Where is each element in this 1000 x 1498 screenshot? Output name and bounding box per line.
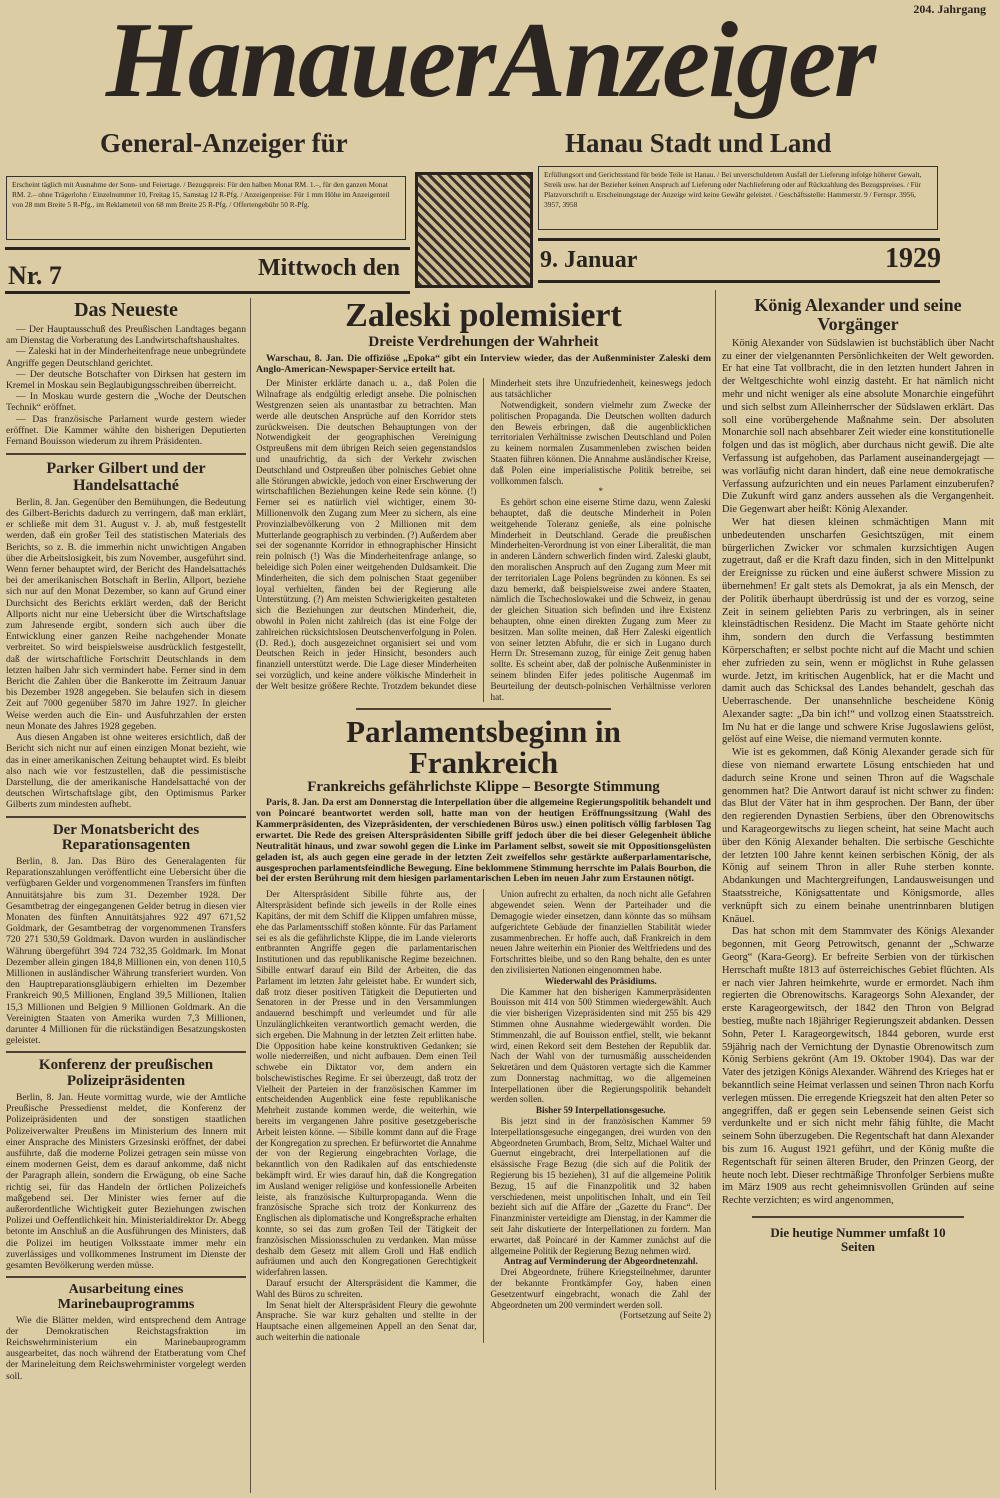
center-column [256, 298, 711, 1343]
paragraph: — Das französische Parlament wurde gestern wieder eröffnet. Die Kammer wählte den bisherigen Deputierten Fernand Bouisson wiederum zu ihrem Präsidenten. [6, 413, 246, 448]
zaleski-columns [256, 378, 711, 702]
zaleski-subheadline: Dreiste Verdrehungen der Wahrheit [368, 333, 599, 350]
paragraph: — Zaleski hat in der Minderheitenfrage neue unbegründete Angriffe gegen Deutschland gerichtet. [6, 346, 246, 369]
subtitle-right: Hanau Stadt und Land [565, 128, 832, 158]
paragraph: — Der deutsche Botschafter von Dirksen hat gestern im Kremel in Moskau sein Beglaubigungsschreiben überreicht. [6, 368, 246, 392]
frankreich-lead [256, 798, 711, 885]
marine-title: Ausarbeitung eines Marinebauprogramms [57, 1282, 195, 1312]
paragraph: Drei Abgeordnete, frühere Kriegsteilnehmer, darunter der bekannte Frontkämpfer Goy, haben einen Gesetzentwurf eingebracht, wonach die Zahl der Abgeordneten um 200 vermindert werden soll. [490, 1267, 711, 1310]
frankreich-article [256, 716, 711, 1342]
paragraph: Aus diesen Angaben ist ohne weiteres ersichtlich, daß der Bericht sich nicht nur auf einen einzigen Monat bezieht, wie das in einer amerikanischen Zeitung behauptet wird. Es bleibt also nach wie vor festzustellen, daß die pessimistische Darstellung, die der amerikanische Handelsattaché von der deutschen Wirtschaftslage gibt, den Optimismus Parker Gilberts zum mindesten aufhebt. [6, 732, 246, 811]
newspaper-title: HanauerAnzeiger [105, 1, 875, 120]
monatsbericht-title: Der Monatsbericht des Reparationsagenten [52, 821, 200, 854]
monatsbericht-body [6, 856, 246, 1046]
lead-paragraph: Paris, 8. Jan. Da erst am Donnerstag die Interpellation über die allgemeine Regierungspolitik behandelt und von Poincaré beantwortet werden soll, hatte man von der heutigen Eröffnungssitzung (Wahl des Kammerpräsidenten, des Vizepräsidenten, der verschiedenen Büros usw.) einen politisch völlig farblosen Tag erwartet. Die Rede des greisen Alterspräsidenten Sibille griff jedoch über die bei dieser Gelegenheit übliche Neutralität hinaus, und zwar sowohl gegen die Linke im Parlament selbst, soweit sie mit Oppositionsgelüsten geladen ist, als auch gegen eine gerade in der letzten Zeit zweifellos sehr gestärkte außerparlamentarische, ausgesprochen parlamentsfeindliche Bewegung. Eine beklommene Stimmung herrschte im Palais Bourbon, die bei der ersten Berührung mit dem hiesigen parlamentarischen Leben im neuen Jahr zum Erstaunen nötigt. [256, 797, 711, 885]
neueste-body [6, 324, 246, 447]
page-count-note: Die heutige Nummer umfaßt 10 Seiten [770, 1224, 946, 1254]
paragraph: Wie ist es gekommen, daß König Alexander gerade sich für diese von niemand erwartete Lösung entschieden hat und dadurch seine Krone und seinen Thron auf die Wagschale genommen hat? Die Antwort darauf ist nicht schwer zu finden: das Blut der Väter hat in ihm gesprochen. Der Bann, der über den regierenden Dynastien Serbiens, über den Obrenowitschs und Karageorgewitschs zu liegen scheint, hat seine Macht auch über den König Alexander behalten. Die serbische Geschichte der letzten 100 Jahre kennt keinen serbischen König, der als König auf seinem Thron in aller Ruhe sterben konnte. Abdankungen und Machtergreifungen, Landausweisungen und Staatsstreiche, Königsattentate und Königsmorde, alles verknüpft sich zu einem beinahe unentrinnbaren blutigen Knäuel. [722, 747, 994, 925]
paragraph: Union aufrecht zu erhalten, da noch nicht alle Gefahren abgewendet seien. Wenn der Parteihader und die Demagogie wieder einsetzen, dann könnte das so mühsam aufgerichtete Gebäude der finanziellen Stabilität wieder zusammenbrechen. Er hoffe auch, daß Frankreich in dem neuen Jahre weiterhin ein Pionier des Weltfriedens und des Fortschrittes bleibe, und so den Rang behalte, den es unter den zivilisierten Nationen eingenommen habe. [490, 889, 711, 975]
weekday: Mittwoch den [258, 255, 400, 281]
konferenz-title: Konferenz der preußischen Polizeipräsidenten [38, 1057, 214, 1090]
continuation-note: (Fortsetzung auf Seite 2) [619, 1310, 711, 1321]
paragraph: Wie die Blätter melden, wird entsprechend dem Antrage der Demokratischen Reichstagsfraktion im Reichswehrministerium ein Marinebauprogramm ausgearbeitet, das noch während der Etatberatung vom Chef der Marineleitung dem Reichswehrminister vorgelegt werden soll. [6, 1314, 246, 1382]
frankreich-subheadline: Frankreichs gefährlichste Klippe – Besorgte Stimmung [307, 779, 660, 796]
konferenz-body [6, 1092, 246, 1271]
paragraph: Notwendigkeit, sondern vielmehr zum Zwecke der politischen Propaganda. Die Deutschen wollten dadurch den Beweis erbringen, daß die augenblicklichen territorialen Verhältnisse zwischen Deutschland und Polen zu keinem normalen Zusammenleben zwischen beiden Staaten führen können. Die Annahme ausländischer Kreise, daß Polen eine imperialistische Politik betreibe, sei vollkommen falsch. [490, 400, 711, 486]
neueste-title: Das Neueste [74, 299, 178, 321]
year: 1929 [885, 243, 941, 274]
paragraph: Darauf ersucht der Alterspräsident die Kammer, die Wahl des Büros zu schreiten. [256, 1278, 477, 1299]
zaleski-headline: Zaleski polemisiert [345, 297, 622, 334]
subtitle-left: General-Anzeiger für [100, 128, 348, 158]
paragraph: — Der Hauptausschuß des Preußischen Landtages begann am Dienstag die Vorberatung des Landwirtschaftshaushaltes. [6, 324, 246, 347]
frankreich-columns [256, 889, 711, 1342]
marine-body [6, 1315, 246, 1382]
section-heading: Antrag auf Verminderung der Abgeordnetenzahl. [503, 1256, 698, 1267]
alexander-article [722, 296, 994, 1253]
alexander-body [722, 338, 994, 1208]
alexander-headline: König Alexander und seine Vorgänger [754, 295, 962, 334]
paragraph: Berlin, 8. Jan. Das Büro des Generalagenten für Reparationszahlungen veröffentlicht eine Uebersicht über die verfügbaren Gelder und vorgenommenen Transfers im fünften Annuitätsjahre bis zum 31. Dezember 1928. Der Gesamtbetrag der eingegangenen Gelder betrug in diesen vier Monaten des fünften Annuitätsjahres 922 497 671,52 Goldmark, der Gesamtbetrag der vorgenommenen Transfers 720 271 530,59 Goldmark. Davon wurden in ausländischer Währung übergeführt 394 724 732,35 Goldmark. Im Monat Dezember allein gingen 184,8 Millionen ein, von denen 110,5 Millionen in ausländischer Währung transferiert wurden. Von den Hauptreparationsgläubigern erhielten im Dezember Frankreich 90,5 Millionen, England 39,5 Millionen, Italien 15,3 Millionen und Belgien 9 Millionen Goldmark. An die Vereinigten Staaten von Amerika wurden 7,3 Millionen, darunter 4 Millionen für die rückständigen Besatzungskosten geleistet. [6, 856, 246, 1047]
gilbert-title: Parker Gilbert und der Handelsattaché [46, 460, 206, 495]
legal-info: Erfüllungsort und Gerichtsstand für beide Teile ist Hanau. / Bei unverschuldetem Ausfall der Lieferung infolge höherer Gewalt, Streik usw. hat der Bezieher keinen Anspruch auf Lieferung oder Nachlieferung oder auf Rückzahlung des Bezugspreises. / Für Platzvorschrift u. Erscheinungstage der Anzeige wird keine Gewähr geleistet. / Geschäftsstelle: Hammerstr. 9 / Fernspr. 3956, 3957, 3958 [538, 166, 938, 230]
paragraph: Berlin, 8. Jan. Gegenüber den Bemühungen, die Bedeutung des Gilbert-Berichts dadurch zu verringern, daß man erklärt, er schließe mit dem 31. August v. J. ab, muß festgestellt werden, daß ein großer Teil des statistischen Materials des Berichts, so z. B. die immerhin nicht unwichtigen Angaben über die Arbeitslosigkeit, bis zum November, ausgeführt sind. Wenn ferner behauptet wird, der Bericht des Handelsattachés bei der amerikanischen Botschaft in Berlin, Allport, beziehe sich nur auf den Monat Dezember, so kann auf Grund einer Durchsicht des Berichts erklärt werden, daß der Bericht Allports nicht nur eine Uebersicht über die Wirtschaftslage zum Jahresende ergibt, sondern sich auch über die Entwicklung einer ganzen Reihe nachgehender Monate verbreitet. So wird beispielsweise ausdrücklich festgestellt, daß der wirtschaftliche Fortschritt Deutschlands in dem letzten halben Jahr sich vermindert habe. Ferner sind in dem Bericht die Zahlen über die Bankerotte im Zeitraum Januar bis Dezember 1928 angegeben. Sie belaufen sich in diesem Zeit auf 7000 gegenüber 5870 im Jahre 1927. In gleicher Weise werden auch die Ein- und Ausfuhrzahlen der ersten neun Monate des Jahres 1928 gegeben. [6, 496, 246, 732]
zaleski-lead [256, 353, 711, 375]
paragraph: Die Kammer hat den bisherigen Kammerpräsidenten Bouisson mit 414 von 500 Stimmen wiedergewählt. Auch die vier bisherigen Vizepräsidenten sind mit 255 bis 429 Stimmen ohne Ausnahme wiedergewählt worden. Die Stimmenzahl, die auf Bouisson entfiel, stellt, wie bekannt wird, einen Rekord seit dem Bestehen der Republik dar. Nach der Wahl von der turnusmäßig ausscheidenden Sekretären und dem Quästoren vertagte sich die Kammer zum Donnerstag nachmittag, wo die allgemeinen Interpellationen über die Regierungspolitik behandelt werden sollen. [490, 986, 711, 1105]
paragraph: Bis jetzt sind in der französischen Kammer 59 Interpellationsgesuche eingegangen, drei wurden von den Abgeordneten Grumbach, Brom, Seltz, Michael Walter und Guernut eingebracht, drei Interpellationen auf die elsässische Frage Bezug (die sich auf die Politik der Regierung bis 15 beziehen), 31 auf die allgemeine Politik Bezug, 15 auf die Finanzpolitik und 32 haben verschiedenen, meist unpolitischen Inhalt, und ein Teil bezieht sich auf die Affäre der „Gazette du Franc“. Der Finanzminister verteidigte am Dienstag, in der Kammer die seit Jahr diskutierte der Interpellationen zu fordern. Man erwartet, daß Poincaré in der Kammer zunächst auf die allgemeine Politik der Regierung Bezug nehmen wird. [490, 1116, 711, 1256]
section-heading: Wiederwahl des Präsidiums. [544, 975, 657, 986]
paragraph: Das hat schon mit dem Stammvater des Königs Alexander begonnen, mit Georg Petrowitsch, genannt der „Schwarze Georg“ (Kara-Georg). Er befreite Serbien von der türkischen Herrschaft mußte 1813 auf österreichisches Gebiet flüchten. Als er nach vier Jahren heimkehrte, wurde er ermordet. Nach ihm regierten die Obrenowitschs. Karageorgs Sohn Alexander, der erste Karageorgewitsch, der 1842 den Thron von Belgrad bestieg, mußte nach 18jähriger Regierungszeit abdanken. Dessen Sohn, Peter I. Karageorgewitsch, 1844 geboren, wurde erst 59jährig nach der Vernichtung der Dynastie Obrenowitsch zum König Serbiens gekrönt (Am 19. Oktober 1904). Das war der Vater des jetzigen Königs Alexander. Während des Krieges hat er bekanntlich seine Heimat verlassen und seinen Thron nach Korfu verlegen müssen. Die erregende Kriegszeit hat den alten Peter so angegriffen, daß er gegen sein Lebensende seinen Geist sich verdunkelte und er sich nicht mehr fähig fühlte, die Macht seinem Sohn überzugeben. Die Regentschaft hat dann Alexander bis zum 16. August 1921 geführt, und der König mußte die Regentschaft für seinen älteren Bruder, den Prinzen Georg, der heute noch lebt. Dieser rechtmäßige Thronfolger Serbiens mußte im März 1909 aus recht geheimnisvollen Gründen auf seine Rechte verzichten; es wird angenommen, [722, 926, 994, 1207]
paragraph: König Alexander von Südslawien ist buchstäblich über Nacht zu einer der vielgenannten Persönlichkeiten der Welt geworden. Er hat eine Tat vollbracht, die in den letzten hundert Jahren in der Weltgeschichte wohl einzig dasteht. Er hat nämlich nicht mehr und nicht weniger als eine absolute Monarchie eingeführt und sich selbst zum Alleinherrscher der Südslawen erklärt. Das soll eine vorübergehende Maßnahme sein. Der absoluten Monarchie soll nach absehbarer Zeit wieder eine konstitutionelle folgen und das ist möglich, aber durchaus nicht gewiß. Die alte Verfassung ist aufgehoben, das Parlament auseinandergejagt — was vorläufig nicht daran hindert, daß eine neue demokratische Verfassung aufzurichten und ein neues Parlament einzuberufen? Die Zukunft wird ganz anders aussehen als die Vergangenheit. Die Gegenwart aber heißt: König Alexander. [722, 337, 994, 516]
paragraph: Berlin, 8. Jan. Heute vormittag wurde, wie der Amtliche Preußische Pressedienst meldet, die Konferenz der Polizeipräsidenten und der sonstigen staatlichen Polizeiverwalter Preußens im Ministerium des Innern mit einer Ansprache des Ministers Grzesinski eröffnet, der dabei ausführte, daß die moderne Polizei getragen sein müsse von einem modernen Geist, dem es darauf ankomme, daß nicht der Paragraph allein, sondern die Erwägung, ob eine Sache richtig sei, für das Handeln der örtlichen Polizeichefs maßgebend sei. Der Minister wies ferner auf die außerordentliche Wichtigkeit guter Beziehungen zwischen Polizei und Oeffentlichkeit hin. Ministerialdirektor Dr. Abegg betonte im Anschluß an die Ausführungen des Ministers, daß die Polizei im heutigen Volksstaate immer mehr ein zuverlässiges und vollkommenes Instrument im Dienste der gesamten Bevölkerung werden müsse. [6, 1091, 246, 1272]
separator-mark: * [598, 486, 604, 497]
city-crest-logo [415, 172, 533, 288]
paragraph: Wer hat diesen kleinen schmächtigen Mann mit unbedeutenden unscharfen Gesichtszügen, mit einem bürgerlichen Zwicker vor schmalen kurzsichtigen Augen zugetraut, daß er die Kraft dazu finden, sich in den Mittelpunkt der Ereignisse zu rücken und eine äußerst schwere Mission zu übernehmen! Er galt stets als Demokrat, ja als ein Mensch, der der Politik überhaupt überdrüssig ist und der es vorzog, seine Zeit in seinem geliebten Paris zu verbringen, als in seiner kleinstädtischen Residenz. Die Macht im Staate gehörte nicht ihm, sondern den durch die Verfassung bestimmten Körperschaften; er selbst pochte nicht auf die Macht und schien eher zufrieden zu sein, wenn er möglichst in Ruhe gelassen wurde. Jetzt, im kritischen Augenblick, hat er die Macht und damit auch das Schicksal des Landes behandelt, geschah das Ueberraschende. Der unansehnliche bescheidene König Alexander sagte: „Da bin ich!“ und vollzog einen Staatsstreich. Im Nu hat er die lange und schwere Krise Jugoslawiens gelöst, gelöst auf eine Weise, die niemand vermuten konnte. [722, 516, 994, 746]
paragraph: Es gehört schon eine eiserne Stirne dazu, wenn Zaleski behauptet, daß die deutsche Minderheit in Polen weitgehende Toleranz genieße, als eine polnische Minderheit in Deutschland. Gerade die preußischen Minderheiten-Verordnung ist von einer Liberalität, die man in anderen Ländern schwerlich finden wird. Zaleski glaubt, den moralischen Anspruch auf den Zugang zum Meer mit der territorialen Lage Polens begründen zu können. Es sei dazu bemerkt, daß beispielsweise zwei andere Staaten, nämlich die Tschechoslowakei und die Schweiz, in genau der gleichen Situation sich befinden und ihre Existenz behaupten, ohne einen direkten Zugang zum Meer zu besitzen. Man sollte meinen, daß Herr Zaleski eigentlich von seiner letzten Abfuhr, die er sich in Lugano durch Herrn Dr. Stresemann zuzog, für einige Zeit genug haben sollte. Es scheint aber, daß der polnische Außenminister in seinem blinden Eifer jedes politische Augenmaß im Beurteilung der deutsch-polnischen Verhältnisse verloren hat. [490, 497, 711, 702]
frankreich-headline: Parlamentsbeginn in Frankreich [346, 714, 621, 781]
subscription-info: Erscheint täglich mit Ausnahme der Sonn- und Feiertage. / Bezugspreis: Für den halben Monat RM. 1.–, für den ganzen Monat RM. 2.– ohne Trägerlohn / Einzelnummer 10, Freitag 15, Samstag 12 R-Pfg. / Anzeigenpreise: Für 1 mm Höhe im Anzeigenteil von 28 mm Breite 5 R-Pfg., im Reklameteil von 68 mm Breite 25 R-Pfg. / Offertengebühr 50 R-Pfg. [6, 176, 406, 240]
paragraph: — In Moskau wurde gestern die „Woche der Deutschen Technik“ eröffnet. [6, 391, 246, 414]
paragraph: Der Minister erklärte danach u. a., daß Polen die Wilnafrage als endgültig erledigt ansehe. Die polnischen Westgrenzen seien als unantastbar zu betrachten. Man werde alle deutschen Ansprüche auf den Korridor stets zurückweisen. Die deutschen Behauptungen von der Notwendigkeit der geographischen Vereinigung Ostpreußens mit dem übrigen Reich seien gegenstandslos und unaufrichtig, da sich der Verkehr zwischen Deutschland und Ostpreußen über polnisches Gebiet ohne alle Störungen abwickle, jedoch von einer Erschwerung der wirtschaftlichen Beziehungen keine Rede sein könne. (!) Ferner sei es natürlich viel wichtiger, einem 30-Millionenvolk den Zugang zum Meer zu sichern, als eine Provinzialbevölkerung von 2 Millionen mit dem Mutterlande geographisch zu verbinden. (?) Außerdem aber sei der sogenannte Korridor in ethnographischer Hinsicht rein polnisch (!) Was die Minderheitenfrage anlange, so beleidige sich Polen einer weitgehenden Duldsamkeit. Die Minderheiten, die sich dem polnischen Staat gegenüber loyal verhielten, fänden bei der Regierung alle Unterstützung. (?) Am meisten Schwierigkeiten gestalteten sich die Beziehungen zur deutschen Minderheit, die, obwohl in Polen nicht zahlreich (das ist eine Folge der zahlreichen rücksichtslosen Deutschenverfolgung in Polen. (D. Red.), doch ausgezeichnet organisiert sei und vom Deutschen Reich in jeder Hinsicht, besonders auch finanziell unterstützt werde. Die Lage dieser Minderheiten sei vorzüglich, und keine andere völkische Minderheit in der Welt besitze größere Rechte. Trotzdem bekundet diese Minderheit stets ihre Unzufriedenheit, keineswegs jedoch aus tatsächlicher [256, 378, 711, 691]
gilbert-body [6, 497, 246, 811]
paragraph: Der Alterspräsident Sibille führte aus, der Alterspräsident befinde sich jeweils in der Rolle eines Kapitäns, der mit dem Schiff die Klippen umfahren müsse, ehe das Parlamentsschiff stoßen könnte. Für das Parlament sei es als die gefährlichste Klippe, die im Lande vielerorts entbrannten Angriffe gegen die parlamentarischen Institutionen und das republikanische Regime bezeichnen. Sibille entwarf darauf ein Bild der Arbeiten, die das Parlament im letzten Jahr geleistet habe. Er wundert sich, daß trotz dieser positiven Tätigkeit die Deputierten und Senatoren in der Presse und in den Versammlungen andauernd beschimpft und verleumdet und für alle Unzulänglichkeiten verantwortlich gemacht werden, die sich ergeben. Die Mahnung in der letzten Zeit erlitten habe. Die Opposition habe keine konstruktiven Gedanken; sie wolle niederreißen, und nicht aufbauen. Dem einen Teil schwebe ein Diktator vor, dem andern ein bolschewistisches Regime. Er sei überzeugt, daß trotz der Vielheit der Parteien in der französischen Kammer im entscheidenden Augenblick eine feste republikanische Mehrheit zustande kommen werde, die weiterhin, wie bereits im vergangenen Jahre positive gesetzgeberische Arbeit leisten könne. — Sibille kommt dann auf die Frage der Kongregation zu sprechen. Er befürwortet die Annahme der von der Regierung eingebrachten Vorlage, die bekanntlich von den Radikalen auf das entschiedenste bekämpft wird. Er wies darauf hin, daß die Kongregation im Ausland weniger religiöse und konfessionelle Arbeiten leiste, als französische Kulturpropaganda. Wenn die französische Sprache sich trotz der Konkurrenz des Englischen als diplomatische und Kongreßsprache erhalten konnte, so sei das zum großen Teil der Tätigkeit der französischen Missionsschulen zu verdanken. Man müsse deshalb dem Gesetz mit allem Groll und Haß endlich aufräumen und auch den Kongregationen Gerechtigkeit widerfahren lassen. [256, 889, 477, 1278]
left-column [6, 300, 246, 1382]
paragraph: Im Senat hielt der Alterspräsident Fleury die gewohnte Ansprache. Sie war kurz gehalten und stellte in der Hauptsache einen allgemeinen Appell an den Senat dar, auch weiterhin die nationale [256, 1299, 477, 1343]
zaleski-article [256, 298, 711, 702]
issue-number: Nr. 7 [8, 261, 62, 290]
date: 9. Januar [540, 247, 638, 273]
lead-paragraph: Warschau, 8. Jan. Die offiziöse „Epoka“ gibt ein Interview wieder, das der Außenminister Zaleski dem Anglo-American-Newspaper-Service erteilt hat. [256, 353, 711, 376]
section-heading: Bisher 59 Interpellationsgesuche. [535, 1105, 666, 1116]
volume-label: 204. Jahrgang [913, 2, 986, 16]
